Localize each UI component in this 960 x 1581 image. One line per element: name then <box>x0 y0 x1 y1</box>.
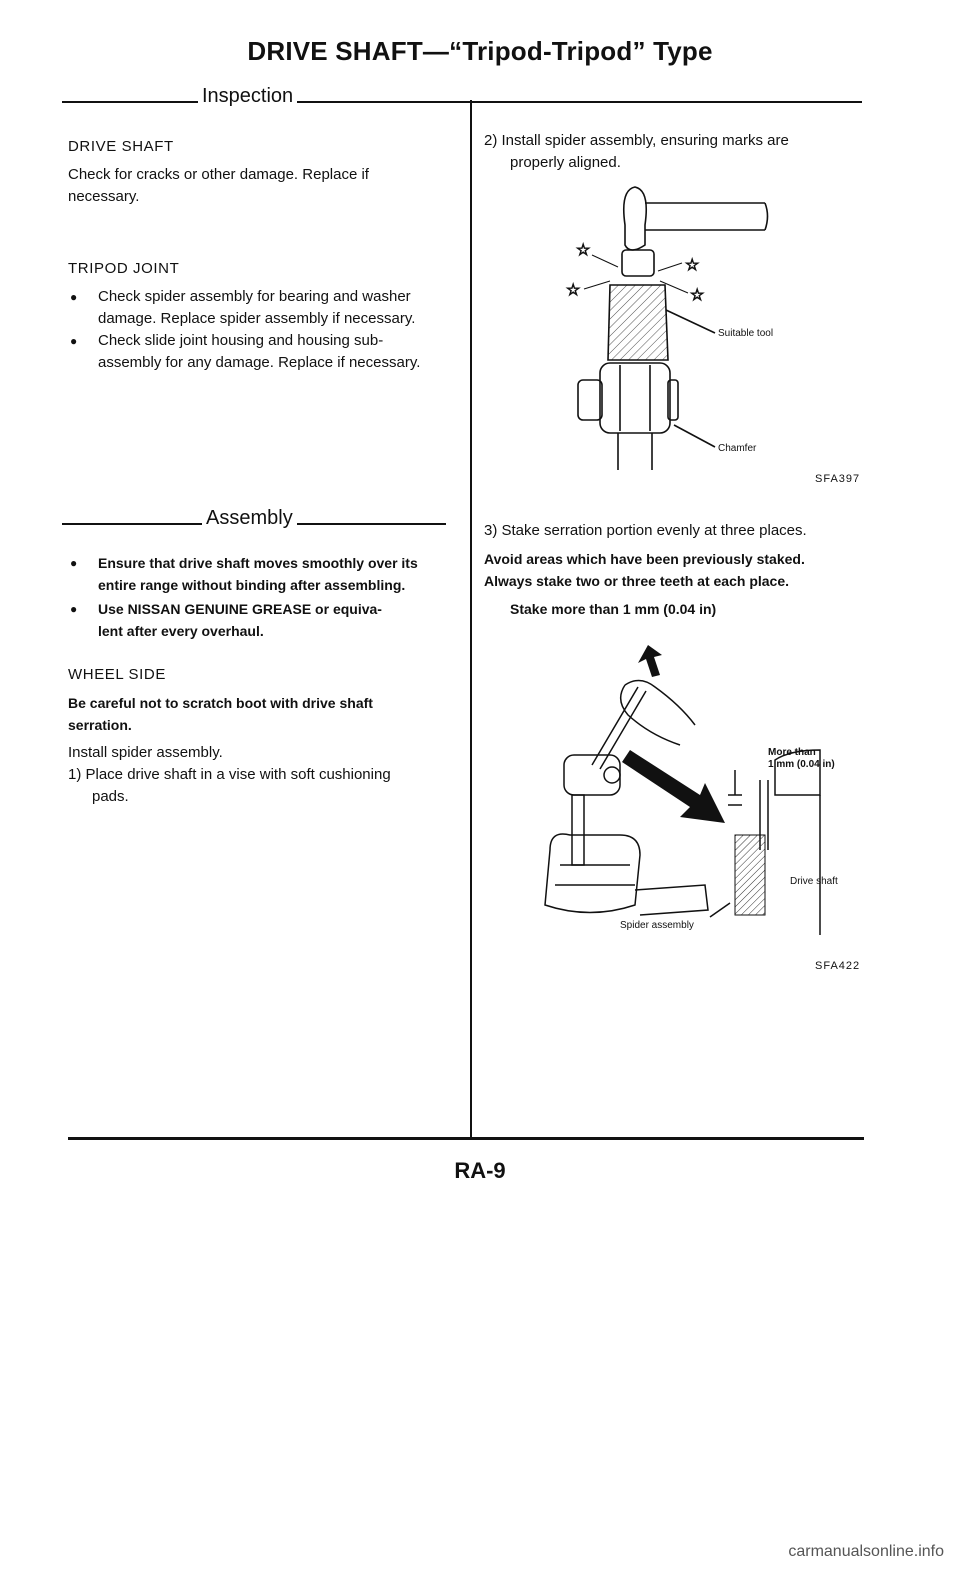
tool-body <box>608 285 668 360</box>
bullet-text <box>98 330 420 374</box>
bullet-line: Use NISSAN GENUINE GREASE or equiva- <box>98 601 382 617</box>
inspection-heading <box>62 86 862 106</box>
note-line-2: Always stake two or three teeth at each place. <box>484 573 790 589</box>
page-number: RA-9 <box>454 1158 506 1183</box>
bullet-text <box>98 552 418 596</box>
bullet-line: Ensure that drive shaft moves smoothly over its <box>98 555 418 571</box>
svg-text:☆: ☆ <box>566 280 581 299</box>
serration-detail <box>735 835 765 915</box>
drive-shaft <box>572 795 584 865</box>
hammer-handle <box>645 203 765 230</box>
step-1-line-2: pads. <box>92 788 129 805</box>
detail-callout-arrow-icon <box>622 750 725 823</box>
bullet-dot: ● <box>70 556 78 570</box>
tripod-bullet-2 <box>68 330 420 374</box>
hammer-head-shape <box>624 187 647 250</box>
bullet-text <box>98 286 415 330</box>
spider-trunnion-left <box>578 380 602 420</box>
leader-chamfer <box>674 425 715 447</box>
step-1-line-1: 1) Place drive shaft in a vise with soft cushioning <box>68 766 391 783</box>
leader-tool <box>666 310 715 333</box>
label-drive-shaft: Drive shaft <box>790 876 838 887</box>
bullet-dot: ● <box>70 290 78 304</box>
svg-text:☆: ☆ <box>685 255 700 274</box>
drive-shaft-text-line-1: Check for cracks or other damage. Replace if <box>68 166 369 183</box>
leader-spider <box>710 903 730 917</box>
caution-line-2: serration. <box>68 717 132 733</box>
label-more-than: More than <box>768 747 816 758</box>
tripod-bullet-1 <box>68 286 415 330</box>
step-2-line-1: 2) Install spider assembly, ensuring marks are <box>484 132 789 149</box>
direction-arrow-icon <box>638 645 662 677</box>
heading-rule-right <box>297 523 446 525</box>
figure-code-sfa422: SFA422 <box>815 960 861 972</box>
bullet-text <box>98 598 382 642</box>
column-divider <box>470 100 472 1138</box>
spider-joint <box>600 363 670 433</box>
drive-shaft-lines <box>618 433 652 470</box>
heading-rule-left <box>62 101 198 103</box>
figure-staking <box>530 645 850 945</box>
note-line-1: Avoid areas which have been previously staked. <box>484 551 805 567</box>
assembly-bullet-1 <box>68 552 418 596</box>
page-title: DRIVE SHAFT—“Tripod-Tripod” Type <box>247 36 713 66</box>
step-3: 3) Stake serration portion evenly at three places. <box>484 522 807 539</box>
tool-neck <box>622 250 654 276</box>
wheel-side-subtitle: WHEEL SIDE <box>68 666 166 683</box>
label-suitable-tool: Suitable tool <box>718 328 774 339</box>
assembly-heading <box>62 508 446 528</box>
stake-spec: Stake more than 1 mm (0.04 in) <box>510 601 717 617</box>
assembly-heading-label: Assembly <box>206 507 293 529</box>
hand-outline <box>621 680 695 745</box>
drive-shaft-subtitle: DRIVE SHAFT <box>68 138 174 155</box>
svg-text:☆: ☆ <box>690 285 705 304</box>
heading-rule-left <box>62 523 202 525</box>
label-spider-assembly: Spider assembly <box>620 920 694 931</box>
figure-code-sfa397: SFA397 <box>815 473 861 485</box>
bullet-line: Check spider assembly for bearing and washer <box>98 288 411 305</box>
watermark: carmanualsonline.info <box>788 1543 944 1560</box>
heading-rule-right <box>297 101 862 103</box>
bullet-dot: ● <box>70 602 78 616</box>
assembly-bullet-2 <box>68 598 382 642</box>
vise <box>545 834 640 913</box>
bullet-line: damage. Replace spider assembly if necessary. <box>98 310 416 327</box>
install-line: Install spider assembly. <box>68 744 223 761</box>
label-1mm: 1 mm (0.04 in) <box>768 759 835 770</box>
step-2-line-2: properly aligned. <box>510 154 621 171</box>
label-chamfer: Chamfer <box>718 443 757 454</box>
figure-hammer-tool <box>540 185 860 485</box>
caution-line-1: Be careful not to scratch boot with drive shaft <box>68 695 373 711</box>
inspection-heading-label: Inspection <box>202 85 294 107</box>
svg-text:☆: ☆ <box>576 240 591 259</box>
bottom-rule <box>68 1137 864 1140</box>
drive-shaft-text-line-2: necessary. <box>68 188 140 205</box>
bullet-line: lent after every overhaul. <box>98 623 264 639</box>
bullet-line: assembly for any damage. Replace if necessary. <box>98 354 421 371</box>
tripod-joint-subtitle: TRIPOD JOINT <box>68 260 180 277</box>
bullet-line: entire range without binding after assembling. <box>98 577 406 593</box>
bullet-line: Check slide joint housing and housing sub- <box>98 332 384 349</box>
bullet-dot: ● <box>70 334 78 348</box>
spider-joint <box>564 755 620 795</box>
